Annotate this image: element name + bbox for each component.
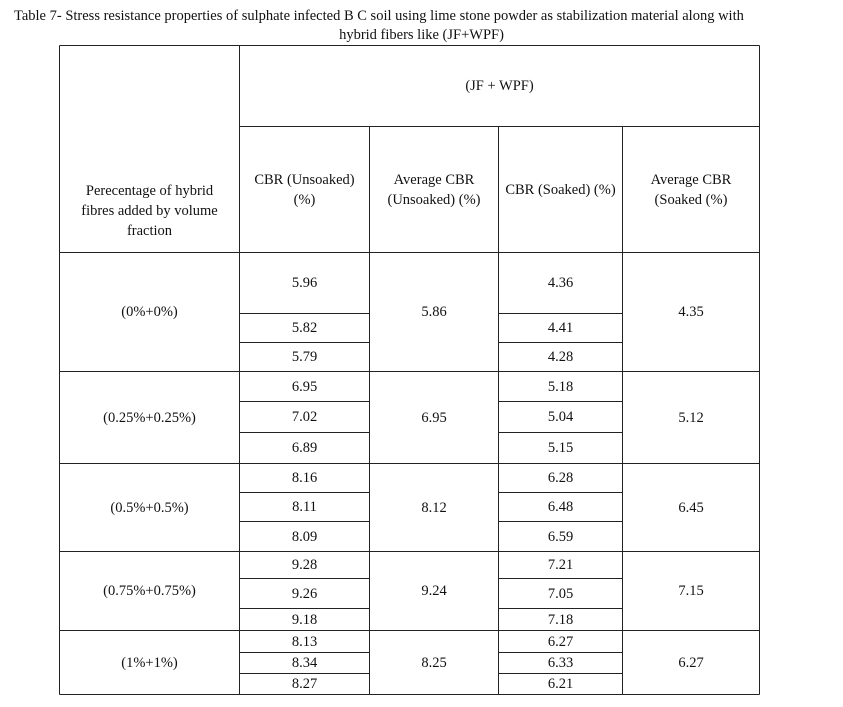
- cbr-soaked-value: 5.15: [547, 440, 574, 456]
- cbr-unsoaked-value: 6.89: [291, 440, 318, 456]
- avg-cbr-soaked-value: 7.15: [678, 583, 704, 599]
- row-fraction: (0.25%+0.25%): [103, 409, 196, 426]
- cbr-unsoaked-value: 6.95: [291, 378, 318, 395]
- cbr-unsoaked-value: 9.26: [291, 585, 318, 602]
- row-fraction: (0.75%+0.75%): [103, 583, 196, 599]
- cbr-unsoaked-value: 5.82: [291, 320, 318, 336]
- caption-line-2: hybrid fibers like (JF+WPF): [339, 27, 504, 43]
- cbr-soaked-value: 6.21: [547, 676, 574, 692]
- avg-cbr-unsoaked-value: 8.25: [421, 654, 447, 671]
- header-cbr-soaked: CBR (Soaked) (%): [505, 181, 616, 198]
- header-fraction: Perecentage of hybrid fibres added by volume fraction: [81, 183, 218, 239]
- row-fraction: (0%+0%): [121, 304, 178, 320]
- avg-cbr-unsoaked-value: 6.95: [421, 409, 447, 426]
- cbr-unsoaked-value: 8.27: [291, 676, 318, 692]
- avg-cbr-unsoaked-value: 8.12: [421, 499, 447, 516]
- header-cbr-unsoaked: CBR (Unsoaked) (%): [254, 171, 355, 208]
- cbr-unsoaked-value: 5.96: [291, 275, 318, 291]
- cbr-soaked-value: 7.21: [547, 557, 574, 573]
- header-avg-cbr-unsoaked: Average CBR (Unsoaked) (%): [387, 171, 481, 208]
- cbr-unsoaked-value: 9.18: [291, 611, 318, 628]
- cbr-unsoaked-value: 9.28: [291, 557, 318, 573]
- avg-cbr-unsoaked-value: 9.24: [421, 583, 447, 599]
- cbr-unsoaked-value: 8.11: [292, 499, 317, 515]
- cbr-soaked-value: 6.48: [547, 499, 574, 515]
- row-fraction: (1%+1%): [121, 654, 178, 671]
- cbr-soaked-value: 6.33: [547, 655, 574, 671]
- header-group-jf-wpf: (JF + WPF): [465, 78, 534, 94]
- cbr-soaked-value: 6.27: [547, 633, 574, 650]
- cbr-soaked-value: 4.28: [547, 349, 574, 365]
- cbr-soaked-value: 4.36: [547, 275, 574, 291]
- cbr-soaked-value: 5.18: [547, 378, 574, 395]
- cbr-unsoaked-value: 5.79: [291, 349, 318, 365]
- cbr-unsoaked-value: 8.09: [291, 528, 318, 545]
- cbr-soaked-value: 4.41: [547, 320, 574, 336]
- avg-cbr-soaked-value: 4.35: [678, 304, 704, 320]
- avg-cbr-unsoaked-value: 5.86: [421, 304, 447, 320]
- avg-cbr-soaked-value: 6.27: [678, 654, 704, 671]
- header-avg-cbr-soaked: Average CBR (Soaked (%): [650, 171, 732, 208]
- cbr-unsoaked-value: 8.34: [291, 655, 318, 671]
- caption-line-1: Table 7- Stress resistance properties of sulphate infected B C soil using lime stone powder as stabilization material along with: [14, 8, 744, 24]
- avg-cbr-soaked-value: 5.12: [678, 409, 704, 426]
- cbr-soaked-value: 7.18: [547, 611, 574, 628]
- avg-cbr-soaked-value: 6.45: [678, 499, 704, 516]
- cbr-soaked-value: 6.59: [547, 528, 574, 545]
- cbr-unsoaked-value: 7.02: [291, 409, 318, 425]
- cbr-soaked-value: 6.28: [547, 470, 574, 486]
- cbr-soaked-value: 7.05: [547, 585, 574, 602]
- cbr-soaked-value: 5.04: [547, 409, 574, 425]
- cbr-unsoaked-value: 8.16: [291, 470, 318, 486]
- cbr-unsoaked-value: 8.13: [291, 633, 318, 650]
- row-fraction: (0.5%+0.5%): [110, 499, 189, 516]
